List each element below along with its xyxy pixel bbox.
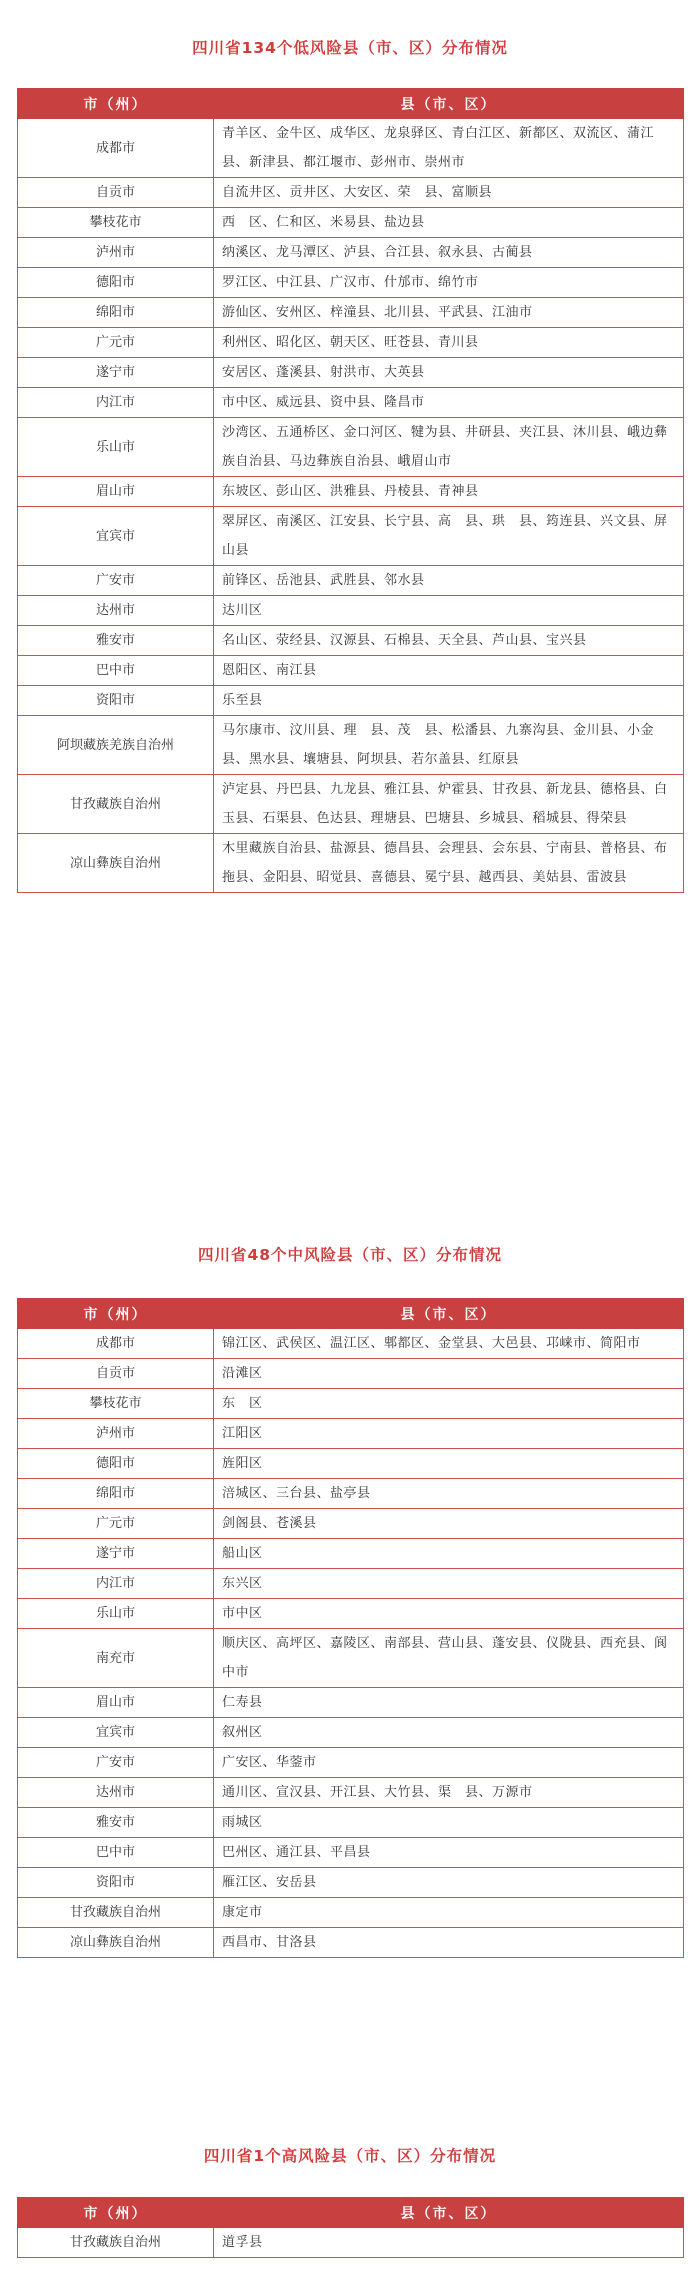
counties-cell: 东 区 xyxy=(214,1389,684,1419)
table-row xyxy=(18,2228,684,2258)
city-cell: 眉山市 xyxy=(18,1688,214,1718)
city-cell: 宜宾市 xyxy=(18,1718,214,1748)
table-row xyxy=(18,1868,684,1898)
header-county: 县（市、区） xyxy=(214,1299,684,1329)
counties-cell: 江阳区 xyxy=(214,1419,684,1449)
table-row xyxy=(18,1629,684,1688)
city-cell: 达州市 xyxy=(18,596,214,626)
table-row xyxy=(18,208,684,238)
section-1-body xyxy=(18,119,684,893)
table-row xyxy=(18,388,684,418)
section-2-body xyxy=(18,1329,684,1958)
table-row xyxy=(18,834,684,893)
table-row xyxy=(18,1419,684,1449)
counties-cell: 恩阳区、南江县 xyxy=(214,656,684,686)
counties-cell: 安居区、蓬溪县、射洪市、大英县 xyxy=(214,358,684,388)
header-city: 市（州） xyxy=(18,2198,214,2228)
city-cell: 甘孜藏族自治州 xyxy=(18,2228,214,2258)
city-cell: 眉山市 xyxy=(18,477,214,507)
city-cell: 巴中市 xyxy=(18,656,214,686)
counties-cell: 锦江区、武侯区、温江区、郫都区、金堂县、大邑县、邛崃市、简阳市 xyxy=(214,1329,684,1359)
counties-cell: 罗江区、中江县、广汉市、什邡市、绵竹市 xyxy=(214,268,684,298)
table-row xyxy=(18,1898,684,1928)
city-cell: 成都市 xyxy=(18,1329,214,1359)
header-county: 县（市、区） xyxy=(214,2198,684,2228)
section-1-title: 四川省134个低风险县（市、区）分布情况 xyxy=(192,39,508,57)
section-2-title: 四川省48个中风险县（市、区）分布情况 xyxy=(197,1246,503,1264)
city-cell: 甘孜藏族自治州 xyxy=(18,1898,214,1928)
table-row xyxy=(18,626,684,656)
counties-cell: 叙州区 xyxy=(214,1718,684,1748)
table-row xyxy=(18,1359,684,1389)
table-row xyxy=(18,1778,684,1808)
city-cell: 德阳市 xyxy=(18,268,214,298)
counties-cell: 东兴区 xyxy=(214,1569,684,1599)
table-row xyxy=(18,268,684,298)
city-cell: 遂宁市 xyxy=(18,358,214,388)
counties-cell: 船山区 xyxy=(214,1539,684,1569)
city-cell: 攀枝花市 xyxy=(18,1389,214,1419)
table-row xyxy=(18,507,684,566)
city-cell: 内江市 xyxy=(18,1569,214,1599)
counties-cell: 雁江区、安岳县 xyxy=(214,1868,684,1898)
counties-cell: 纳溪区、龙马潭区、泸县、合江县、叙永县、古蔺县 xyxy=(214,238,684,268)
counties-cell: 沙湾区、五通桥区、金口河区、犍为县、井研县、夹江县、沐川县、峨边彝族自治县、马边彝族自治县、峨眉山市 xyxy=(214,418,684,477)
city-cell: 阿坝藏族羌族自治州 xyxy=(18,716,214,775)
city-cell: 泸州市 xyxy=(18,1419,214,1449)
city-cell: 达州市 xyxy=(18,1778,214,1808)
table-row xyxy=(18,238,684,268)
counties-cell: 雨城区 xyxy=(214,1808,684,1838)
city-cell: 宜宾市 xyxy=(18,507,214,566)
counties-cell: 西 区、仁和区、米易县、盐边县 xyxy=(214,208,684,238)
table-row xyxy=(18,418,684,477)
city-cell: 自贡市 xyxy=(18,1359,214,1389)
city-cell: 遂宁市 xyxy=(18,1539,214,1569)
city-cell: 广元市 xyxy=(18,328,214,358)
city-cell: 绵阳市 xyxy=(18,298,214,328)
table-row xyxy=(18,686,684,716)
city-cell: 乐山市 xyxy=(18,1599,214,1629)
section-3-title: 四川省1个高风险县（市、区）分布情况 xyxy=(203,2147,497,2165)
counties-cell: 泸定县、丹巴县、九龙县、雅江县、炉霍县、甘孜县、新龙县、德格县、白玉县、石渠县、色达县、理塘县、巴塘县、乡城县、稻城县、得荣县 xyxy=(214,775,684,834)
header-city: 市（州） xyxy=(18,1299,214,1329)
counties-cell: 道孚县 xyxy=(214,2228,684,2258)
table-row xyxy=(18,1569,684,1599)
counties-cell: 木里藏族自治县、盐源县、德昌县、会理县、会东县、宁南县、普格县、布拖县、金阳县、昭觉县、喜德县、冕宁县、越西县、美姑县、雷波县 xyxy=(214,834,684,893)
city-cell: 甘孜藏族自治州 xyxy=(18,775,214,834)
table-row xyxy=(18,1509,684,1539)
counties-cell: 乐至县 xyxy=(214,686,684,716)
counties-cell: 游仙区、安州区、梓潼县、北川县、平武县、江油市 xyxy=(214,298,684,328)
table-row xyxy=(18,1838,684,1868)
counties-cell: 翠屏区、南溪区、江安县、长宁县、高 县、珙 县、筠连县、兴文县、屏山县 xyxy=(214,507,684,566)
counties-cell: 市中区 xyxy=(214,1599,684,1629)
counties-cell: 剑阁县、苍溪县 xyxy=(214,1509,684,1539)
city-cell: 巴中市 xyxy=(18,1838,214,1868)
table-row xyxy=(18,596,684,626)
table-row xyxy=(18,716,684,775)
counties-cell: 巴州区、通江县、平昌县 xyxy=(214,1838,684,1868)
counties-cell: 东坡区、彭山区、洪雅县、丹棱县、青神县 xyxy=(214,477,684,507)
counties-cell: 市中区、威远县、资中县、隆昌市 xyxy=(214,388,684,418)
table-row xyxy=(18,1748,684,1778)
section-1-table xyxy=(17,88,684,893)
city-cell: 广元市 xyxy=(18,1509,214,1539)
city-cell: 资阳市 xyxy=(18,1868,214,1898)
counties-cell: 康定市 xyxy=(214,1898,684,1928)
city-cell: 资阳市 xyxy=(18,686,214,716)
city-cell: 绵阳市 xyxy=(18,1479,214,1509)
city-cell: 凉山彝族自治州 xyxy=(18,1928,214,1958)
counties-cell: 仁寿县 xyxy=(214,1688,684,1718)
section-3-body xyxy=(18,2228,684,2258)
table-row xyxy=(18,566,684,596)
city-cell: 德阳市 xyxy=(18,1449,214,1479)
table-row xyxy=(18,1599,684,1629)
table-row xyxy=(18,1718,684,1748)
city-cell: 雅安市 xyxy=(18,626,214,656)
city-cell: 泸州市 xyxy=(18,238,214,268)
table-row xyxy=(18,178,684,208)
city-cell: 南充市 xyxy=(18,1629,214,1688)
table-header-row xyxy=(18,89,684,119)
table-row xyxy=(18,119,684,178)
counties-cell: 青羊区、金牛区、成华区、龙泉驿区、青白江区、新都区、双流区、蒲江县、新津县、都江堰市、彭州市、崇州市 xyxy=(214,119,684,178)
table-row xyxy=(18,298,684,328)
counties-cell: 通川区、宣汉县、开江县、大竹县、渠 县、万源市 xyxy=(214,1778,684,1808)
city-cell: 广安市 xyxy=(18,566,214,596)
city-cell: 乐山市 xyxy=(18,418,214,477)
section-2-table xyxy=(17,1298,684,1958)
header-city: 市（州） xyxy=(18,89,214,119)
table-header-row xyxy=(18,1299,684,1329)
table-row xyxy=(18,1928,684,1958)
table-row xyxy=(18,656,684,686)
table-row xyxy=(18,1329,684,1359)
counties-cell: 马尔康市、汶川县、理 县、茂 县、松潘县、九寨沟县、金川县、小金县、黑水县、壤塘县、阿坝县、若尔盖县、红原县 xyxy=(214,716,684,775)
city-cell: 凉山彝族自治州 xyxy=(18,834,214,893)
city-cell: 广安市 xyxy=(18,1748,214,1778)
table-row xyxy=(18,1479,684,1509)
counties-cell: 顺庆区、高坪区、嘉陵区、南部县、营山县、蓬安县、仪陇县、西充县、阆中市 xyxy=(214,1629,684,1688)
counties-cell: 沿滩区 xyxy=(214,1359,684,1389)
table-row xyxy=(18,477,684,507)
table-row xyxy=(18,1688,684,1718)
header-county: 县（市、区） xyxy=(214,89,684,119)
city-cell: 雅安市 xyxy=(18,1808,214,1838)
counties-cell: 西昌市、甘洛县 xyxy=(214,1928,684,1958)
table-header-row xyxy=(18,2198,684,2228)
counties-cell: 前锋区、岳池县、武胜县、邻水县 xyxy=(214,566,684,596)
section-3-table xyxy=(17,2197,684,2258)
table-row xyxy=(18,328,684,358)
table-row xyxy=(18,1389,684,1419)
counties-cell: 达川区 xyxy=(214,596,684,626)
counties-cell: 涪城区、三台县、盐亭县 xyxy=(214,1479,684,1509)
counties-cell: 名山区、荥经县、汉源县、石棉县、天全县、芦山县、宝兴县 xyxy=(214,626,684,656)
city-cell: 内江市 xyxy=(18,388,214,418)
city-cell: 攀枝花市 xyxy=(18,208,214,238)
counties-cell: 自流井区、贡井区、大安区、荣 县、富顺县 xyxy=(214,178,684,208)
counties-cell: 旌阳区 xyxy=(214,1449,684,1479)
counties-cell: 利州区、昭化区、朝天区、旺苍县、青川县 xyxy=(214,328,684,358)
table-row xyxy=(18,1539,684,1569)
table-row xyxy=(18,775,684,834)
city-cell: 自贡市 xyxy=(18,178,214,208)
table-row xyxy=(18,1449,684,1479)
table-row xyxy=(18,358,684,388)
city-cell: 成都市 xyxy=(18,119,214,178)
counties-cell: 广安区、华蓥市 xyxy=(214,1748,684,1778)
table-row xyxy=(18,1808,684,1838)
